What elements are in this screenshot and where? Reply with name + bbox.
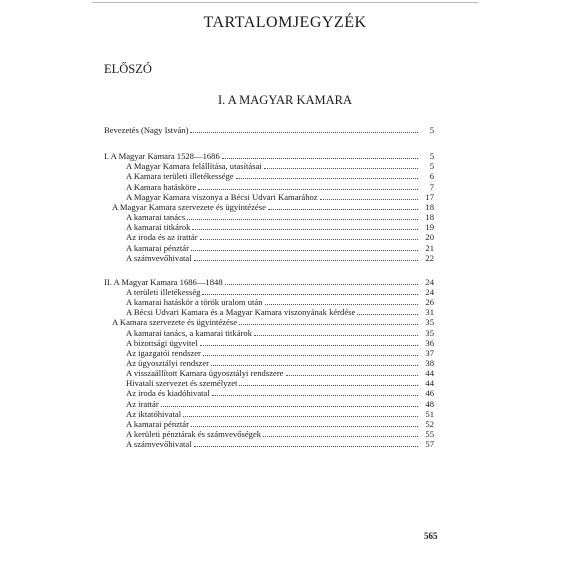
toc-entry: [104, 171, 434, 181]
toc-entry: [104, 328, 434, 338]
toc-entry-title: Az iroda és kiadóhivatal: [126, 388, 210, 399]
toc-leader-dots: [190, 125, 418, 133]
toc-entry-page: 18: [425, 201, 434, 212]
toc-leader-dots: [198, 182, 418, 190]
toc-entry-title: A területi illetékesség: [126, 286, 201, 297]
toc-entry-title: Az iroda és az irattár: [126, 232, 198, 243]
toc-entry-page: 35: [425, 317, 434, 328]
toc-entry-title: A kamarai tanács: [126, 212, 186, 223]
toc-leader-dots: [211, 358, 418, 366]
toc-entry-page: 5: [429, 161, 434, 172]
toc-entry-page: 7: [429, 181, 434, 192]
toc-entry-title: A kerületi pénztárak és számvevőségek: [126, 429, 262, 440]
toc-leader-dots: [183, 409, 418, 417]
toc-entry: [104, 297, 434, 307]
toc-entry-title: A kamarai pénztár: [126, 418, 189, 429]
toc-entry: [104, 192, 434, 202]
toc-entry-page: 24: [425, 286, 434, 297]
toc-entry-page: 22: [425, 252, 434, 263]
toc-entry-title: A Magyar Kamara felállítása, utasításai: [126, 161, 262, 172]
toc-entry-page: 24: [425, 276, 434, 287]
toc-leader-dots: [268, 202, 418, 210]
toc-leader-dots: [357, 307, 418, 315]
toc-entry-page: 21: [425, 242, 434, 253]
toc-leader-dots: [225, 277, 418, 285]
toc-entry-title: A kamarai titkárok: [126, 222, 191, 233]
toc-entry-page: 20: [425, 232, 434, 243]
toc-entry-title: A számvevőhivatal: [126, 252, 192, 263]
toc-entry: [104, 439, 434, 449]
toc-entry-title: Az ügyosztályi rendszer: [126, 358, 210, 368]
toc-leader-dots: [200, 232, 418, 240]
toc-entry: [104, 222, 434, 232]
toc-entry-title: A bizottsági ügyvitel: [126, 337, 198, 348]
toc-entry: [104, 151, 434, 161]
toc-entry: [104, 378, 434, 388]
toc-entry-title: A visszaállított Kamara ügyosztályi rendszere: [126, 368, 284, 379]
toc-leader-dots: [265, 297, 418, 305]
toc-entry: [104, 368, 434, 378]
toc-entry-page: 44: [425, 378, 434, 389]
toc-entry: [104, 388, 434, 398]
toc-entry-page: 38: [425, 358, 434, 368]
toc-leader-dots: [161, 399, 418, 407]
toc-entry: [104, 399, 434, 409]
toc-leader-dots: [187, 212, 418, 220]
toc-entry-title: A Magyar Kamara viszonya a Bécsi Udvari Kamarához: [126, 191, 318, 202]
toc-entry-page: 51: [425, 408, 434, 419]
toc-leader-dots: [222, 151, 418, 159]
toc-leader-dots: [239, 378, 418, 386]
toc-entry-title: A Magyar Kamara szervezete és ügyintézése: [112, 201, 266, 212]
toc-entry-title: A kamarai hatáskör a török uralom után: [126, 297, 263, 308]
toc-leader-dots: [320, 192, 418, 200]
toc-leader-dots: [202, 287, 418, 295]
part-title: I. A MAGYAR KAMARA: [217, 93, 353, 107]
toc-entry: [104, 182, 434, 192]
toc-entry-page: 36: [425, 337, 434, 348]
toc-entry-title: Az igazgatói rendszer: [126, 347, 201, 358]
toc-leader-dots: [212, 388, 418, 396]
toc-entry-page: 5: [429, 125, 434, 135]
toc-entry-title: II. A Magyar Kamara 1686—1848: [104, 276, 223, 287]
toc-entry-title: I. A Magyar Kamara 1528—1686: [104, 151, 220, 162]
toc-entry-page: 46: [425, 388, 434, 399]
toc-entry-page: 5: [429, 151, 434, 162]
top-rule: [92, 2, 478, 3]
toc-entry: [104, 125, 434, 135]
toc-entry-page: 35: [425, 327, 434, 338]
toc-entry: [104, 348, 434, 358]
toc-leader-dots: [200, 338, 418, 346]
toc-entry-title: Az iktatóhivatal: [126, 408, 182, 419]
toc-leader-dots: [236, 171, 418, 179]
toc-entry: [104, 212, 434, 222]
toc-entry: [104, 317, 434, 327]
toc-entry: [104, 161, 434, 171]
toc-entry-page: 19: [425, 222, 434, 233]
toc-entry: [104, 307, 434, 317]
toc-entry-page: 57: [425, 439, 434, 450]
toc-leader-dots: [194, 439, 418, 447]
toc-leader-dots: [191, 243, 418, 251]
foreword-heading: ELŐSZÓ: [104, 62, 152, 76]
toc-entry-title: A Kamara szervezete és ügyintézése: [112, 317, 238, 328]
toc-entry: [104, 409, 434, 419]
toc-entry: [104, 253, 434, 263]
toc-leader-dots: [264, 161, 418, 169]
toc-entry-title: Hivatali szervezet és személyzet: [126, 378, 238, 389]
toc-entry: [104, 358, 434, 368]
toc-leader-dots: [239, 317, 418, 325]
toc-entry: [104, 287, 434, 297]
toc-entry: [104, 338, 434, 348]
toc-leader-dots: [191, 419, 418, 427]
toc-entry-title: A Kamara hatásköre: [126, 181, 197, 192]
toc-entry-page: 48: [425, 398, 434, 409]
toc-entry-page: 44: [425, 368, 434, 379]
toc-entry-page: 17: [425, 191, 434, 202]
page-title: TARTALOMJEGYZÉK: [203, 14, 367, 31]
toc-entry: [104, 277, 434, 287]
toc-entry-title: Bevezetés (Nagy István): [104, 125, 189, 135]
page-number: 565: [424, 531, 438, 541]
toc-entry-title: A kamarai pénztár: [126, 242, 189, 253]
toc-entry-page: 31: [425, 307, 434, 318]
toc-entry: [104, 202, 434, 212]
toc-entry: [104, 232, 434, 242]
toc-leader-dots: [194, 253, 418, 261]
toc-entry-page: 26: [425, 297, 434, 308]
toc-leader-dots: [254, 328, 418, 336]
toc-leader-dots: [192, 222, 418, 230]
toc-entry-title: A kamarai tanács, a kamarai titkárok: [126, 327, 252, 338]
toc-entry-page: 37: [425, 347, 434, 358]
toc-leader-dots: [263, 429, 418, 437]
toc-entry-title: Az irattár: [126, 398, 159, 409]
toc-entry-title: A számvevőhivatal: [126, 439, 192, 450]
toc-entry-page: 6: [429, 171, 434, 182]
toc-entry: [104, 419, 434, 429]
toc-entry-page: 18: [425, 212, 434, 223]
toc-leader-dots: [286, 368, 419, 376]
toc-entry-page: 52: [425, 418, 434, 429]
toc-entry-page: 55: [425, 429, 434, 440]
toc-entry: [104, 243, 434, 253]
toc-entry-title: A Kamara területi illetékessége: [126, 171, 234, 182]
toc-leader-dots: [203, 348, 418, 356]
toc-entry-title: A Bécsi Udvari Kamara és a Magyar Kamara viszonyának kérdése: [126, 307, 356, 318]
toc-entry: [104, 429, 434, 439]
